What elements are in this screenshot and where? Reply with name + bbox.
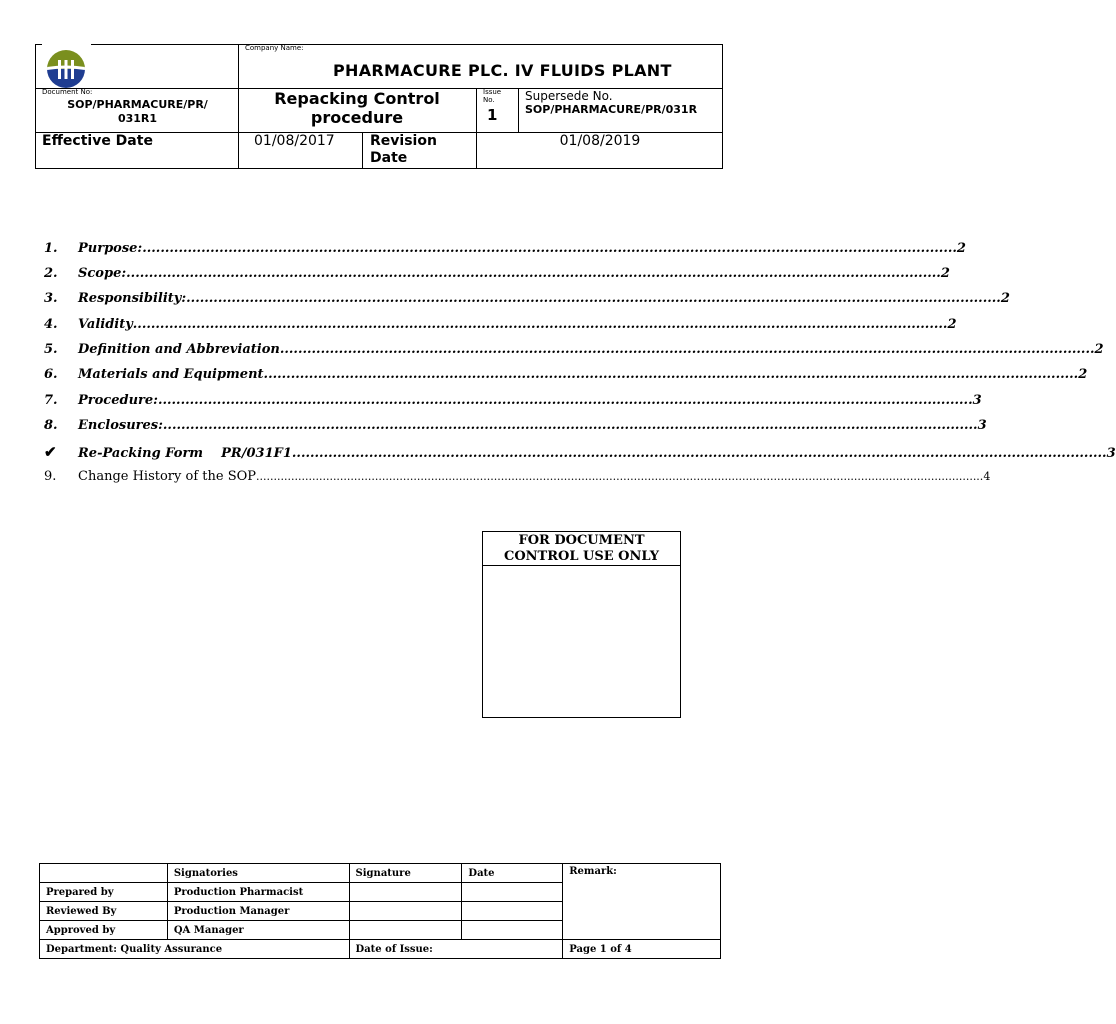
toc-item-definition[interactable]: [44, 342, 1104, 362]
header-border-top: [91, 44, 723, 45]
date-header: Date: [462, 864, 563, 883]
toc-page: 2: [940, 266, 950, 281]
toc-page: 3: [1106, 446, 1116, 461]
toc-leader: ....................................................................................................................................................................................: [157, 393, 973, 408]
effective-date-label: Effective Date: [42, 133, 153, 149]
header-divider-v1: [238, 44, 239, 169]
supersede-label: Supersede No.: [525, 89, 613, 103]
toc-page: 4: [983, 470, 991, 483]
supersede-number: SOP/PHARMACURE/PR/031R: [525, 103, 698, 116]
table-header-row: [40, 864, 721, 883]
toc-page: 3: [977, 418, 987, 433]
effective-date: 01/08/2017: [254, 133, 335, 149]
toc-item-repacking-form[interactable]: [44, 443, 1116, 463]
header-border-top-left: [35, 44, 42, 45]
toc-title: Validity: [78, 317, 133, 332]
issue-number: 1: [487, 106, 498, 124]
toc-leader: ....................................................................................................................................................................................: [142, 241, 957, 256]
date-of-issue-cell: Date of Issue:: [349, 940, 563, 959]
signatory-cell: Production Pharmacist: [167, 883, 349, 902]
table-footer-row: [40, 940, 721, 959]
document-header: [35, 44, 723, 169]
toc-number: 8.: [44, 418, 58, 433]
toc-leader: ....................................................................................................................................................................................: [162, 418, 978, 433]
toc-item-validity[interactable]: [44, 317, 957, 337]
toc-item-purpose[interactable]: [44, 241, 966, 261]
toc-leader: ....................................................................................................................................................................................: [126, 266, 941, 281]
document-control-box: [482, 531, 681, 718]
toc-page: 2: [956, 241, 966, 256]
toc-item-enclosures[interactable]: [44, 418, 987, 438]
issue-label-line1: Issue: [483, 88, 502, 96]
document-control-line2: CONTROL USE ONLY: [504, 549, 659, 564]
toc-page: 3: [972, 393, 982, 408]
toc-number: 9.: [44, 469, 57, 484]
document-number-line2: 031R1: [117, 112, 158, 125]
toc-page: 2: [1078, 367, 1088, 382]
company-logo-icon: [41, 49, 91, 89]
role-cell: Approved by: [40, 921, 168, 940]
revision-date-label: [370, 133, 437, 167]
signatory-cell: QA Manager: [167, 921, 349, 940]
signatory-cell: Production Manager: [167, 902, 349, 921]
checkmark-icon: ✔: [44, 443, 57, 461]
page-number-cell: Page 1 of 4: [563, 940, 721, 959]
issue-number-label: [483, 88, 501, 104]
toc-title: Procedure:: [78, 393, 158, 408]
toc-item-materials[interactable]: [44, 367, 1088, 387]
role-cell: Prepared by: [40, 883, 168, 902]
toc-title: Scope:: [78, 266, 127, 281]
header-divider-v4: [362, 132, 363, 169]
company-name: PHARMACURE PLC. IV FLUIDS PLANT: [333, 61, 672, 80]
toc-item-procedure[interactable]: [44, 393, 982, 413]
header-border-left: [35, 44, 36, 169]
remark-cell[interactable]: Remark:: [563, 864, 721, 940]
document-title-line2: procedure: [310, 108, 404, 127]
toc-page: 2: [1094, 342, 1104, 357]
header-border-bottom: [35, 168, 723, 169]
toc-number: 2.: [44, 266, 58, 281]
toc-title: Enclosures:: [78, 418, 163, 433]
toc-title: Purpose:: [78, 241, 143, 256]
revision-label-line2: Date: [370, 150, 408, 166]
toc-leader: ....................................................................................................................................................................................: [186, 291, 1001, 306]
toc-leader: ....................................................................................................................................................................................: [132, 317, 948, 332]
toc-leader: ....................................................................................................................................................................................: [291, 446, 1107, 461]
revision-date: 01/08/2019: [559, 133, 641, 149]
company-name-label: Company Name:: [245, 44, 304, 52]
document-title-line1: Repacking Control: [274, 89, 440, 108]
signature-cell[interactable]: [349, 883, 462, 902]
toc-item-responsibility[interactable]: [44, 291, 1010, 311]
toc-number: 5.: [44, 342, 58, 357]
signature-cell[interactable]: [349, 902, 462, 921]
signature-header: Signature: [349, 864, 462, 883]
toc-title: Re-Packing Form PR/031F1: [78, 446, 292, 461]
issue-label-line2: No.: [483, 96, 495, 104]
table-cell: [40, 864, 168, 883]
toc-number: 1.: [44, 241, 58, 256]
document-number-label: Document No:: [42, 88, 93, 96]
document-control-line1: FOR DOCUMENT: [518, 533, 645, 548]
signatories-header: Signatories: [167, 864, 349, 883]
toc-leader: ................................................................................................................................................................................................................: [256, 470, 984, 483]
document-number: [40, 98, 235, 126]
header-divider-v3: [518, 88, 519, 132]
document-control-heading: [483, 532, 680, 566]
toc-number: 3.: [44, 291, 58, 306]
signatures-table: [39, 863, 721, 959]
toc-number: 6.: [44, 367, 58, 382]
toc-title: Materials and Equipment: [78, 367, 264, 382]
document-number-line1: SOP/PHARMACURE/PR/: [67, 98, 208, 111]
toc-number: 7.: [44, 393, 58, 408]
header-divider-v2: [476, 88, 477, 169]
document-title: [242, 89, 472, 127]
header-border-right: [722, 44, 723, 169]
toc-item-change-history[interactable]: [44, 469, 991, 489]
toc-leader: ....................................................................................................................................................................................: [263, 367, 1079, 382]
toc-page: 2: [1000, 291, 1010, 306]
date-cell[interactable]: [462, 921, 563, 940]
date-cell[interactable]: [462, 902, 563, 921]
department-cell: Department: Quality Assurance: [40, 940, 350, 959]
role-cell: Reviewed By: [40, 902, 168, 921]
toc-title: Change History of the SOP: [78, 469, 257, 484]
toc-item-scope[interactable]: [44, 266, 950, 286]
date-cell[interactable]: [462, 883, 563, 902]
revision-label-line1: Revision: [370, 133, 437, 149]
toc-page: 2: [947, 317, 957, 332]
toc-leader: ....................................................................................................................................................................................: [279, 342, 1095, 357]
toc-title: Definition and Abbreviation: [78, 342, 280, 357]
signature-cell[interactable]: [349, 921, 462, 940]
toc-title: Responsibility:: [78, 291, 187, 306]
toc-number: 4.: [44, 317, 58, 332]
